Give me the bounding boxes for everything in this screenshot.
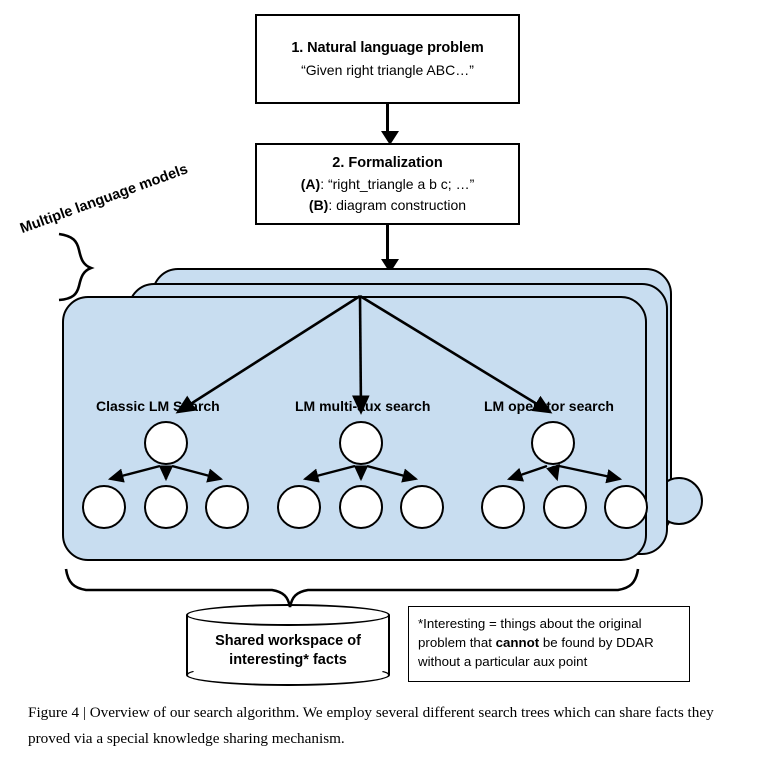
arrow-formalization-to-search <box>386 225 389 260</box>
tree-node-child <box>481 485 525 529</box>
note-line-2 <box>418 633 680 652</box>
tree-node-child <box>339 485 383 529</box>
tree-node-child <box>205 485 249 529</box>
formalization-line-a <box>257 176 518 192</box>
tree-node-root-3 <box>531 421 575 465</box>
tree-node-child <box>543 485 587 529</box>
arrow-problem-to-formalization <box>386 104 389 132</box>
formalization-box <box>255 143 520 225</box>
brace-shared-workspace <box>66 569 638 607</box>
tree-node-child <box>82 485 126 529</box>
caption-label: Figure 4 | <box>28 704 86 721</box>
tree-label-classic-lm-search: Classic LM Search <box>96 398 220 414</box>
shared-workspace-line2: interesting* facts <box>229 652 347 668</box>
tree-node-child <box>604 485 648 529</box>
caption-text: Overview of our search algorithm. We employ several different search trees which can share facts they proved via a special knowledge sharing mechanism. <box>28 704 714 747</box>
formalization-line-b-key: (B) <box>308 197 329 213</box>
formalization-line-a-key: (A) <box>300 176 321 192</box>
tree-node-child <box>400 485 444 529</box>
note-line-2-emphasis: cannot <box>495 635 540 650</box>
note-line-3: without a particular aux point <box>418 654 588 669</box>
formalization-box-title: 2. Formalization <box>332 155 443 171</box>
formalization-line-a-text: : “right_triangle a b c; …” <box>320 176 475 192</box>
interesting-definition-note <box>408 606 690 682</box>
note-line-1: *Interesting = things about the original <box>418 616 642 631</box>
shared-workspace-text <box>186 632 390 670</box>
tree-node-root-1 <box>144 421 188 465</box>
tree-node-child <box>277 485 321 529</box>
formalization-line-b-text: : diagram construction <box>328 197 467 213</box>
shared-workspace-cylinder <box>186 604 390 686</box>
tree-node-child <box>144 485 188 529</box>
multiple-language-models-label: Multiple language models <box>18 161 191 238</box>
note-line-2-pre: problem that <box>418 635 496 650</box>
tree-label-lm-multi-aux-search: LM multi-aux search <box>295 398 431 414</box>
problem-box-title: 1. Natural language problem <box>291 40 484 56</box>
brace-multiple-language-models <box>59 234 91 300</box>
cylinder-top-ellipse <box>186 604 390 626</box>
problem-box-example: “Given right triangle ABC…” <box>301 62 474 78</box>
tree-label-lm-operator-search: LM operator search <box>484 398 614 414</box>
note-line-2-post: be found by DDAR <box>539 635 654 650</box>
shared-workspace-line1: Shared workspace of <box>215 633 361 649</box>
tree-node-root-2 <box>339 421 383 465</box>
formalization-line-b <box>257 197 518 213</box>
figure-caption <box>28 700 744 752</box>
natural-language-problem-box <box>255 14 520 104</box>
